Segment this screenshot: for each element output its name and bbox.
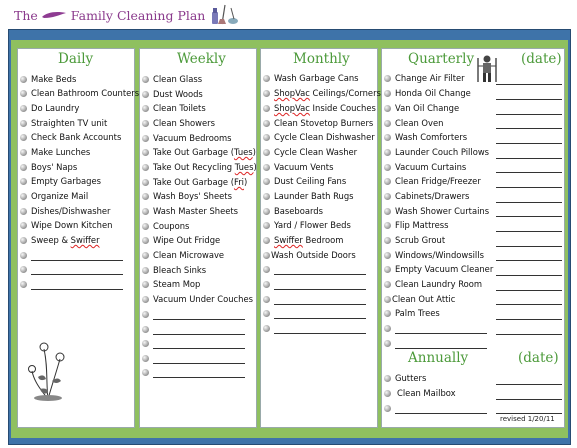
date-field[interactable] — [496, 294, 562, 305]
blank-entry[interactable] — [263, 262, 366, 276]
list-item[interactable]: Empty Garbages — [20, 174, 101, 188]
list-item[interactable]: Sweep & Swiffer — [20, 233, 100, 247]
date-field[interactable] — [496, 374, 562, 385]
list-item[interactable]: Scrub Grout — [384, 233, 445, 247]
list-item[interactable]: Vacuum Curtains — [384, 160, 466, 174]
list-item[interactable]: Straighten TV unit — [20, 116, 107, 130]
date-field[interactable] — [496, 206, 562, 217]
page-title: Family Cleaning Plan — [70, 7, 206, 23]
bullet-icon — [384, 281, 391, 288]
list-item[interactable]: Wipe Out Fridge — [142, 233, 220, 247]
list-item[interactable]: Swiffer Bedroom — [263, 233, 343, 247]
list-item[interactable]: Wash Master Sheets — [142, 204, 238, 218]
bullet-icon — [142, 76, 149, 83]
list-item[interactable]: Flip Mattress — [384, 218, 449, 232]
list-item[interactable]: Take Out Recycling Tues ) — [142, 160, 257, 174]
blank-entry[interactable] — [263, 277, 366, 291]
bullet-icon — [142, 326, 149, 333]
bullet-icon — [263, 310, 270, 317]
bullet-icon — [384, 375, 391, 382]
blank-entry[interactable] — [20, 262, 123, 276]
bullet-icon — [20, 178, 27, 185]
bullet-icon — [142, 149, 149, 156]
bullet-icon — [263, 281, 270, 288]
bullet-icon — [142, 164, 149, 171]
date-field[interactable] — [496, 389, 562, 400]
weekly-title: Weekly — [177, 51, 226, 67]
daily-title: Daily — [58, 51, 94, 67]
bullet-icon — [384, 266, 391, 273]
bullet-icon — [384, 310, 391, 317]
date-field[interactable] — [496, 236, 562, 247]
bullet-icon — [263, 105, 270, 112]
monthly-column — [260, 48, 381, 428]
bullet-icon — [384, 75, 391, 82]
list-item[interactable]: Clean Out Attic — [384, 292, 455, 306]
date-field[interactable] — [496, 280, 562, 291]
date-field[interactable] — [496, 133, 562, 144]
list-item[interactable]: Make Lunches — [20, 145, 90, 159]
bullet-icon — [20, 266, 27, 273]
bullet-icon — [20, 76, 27, 83]
bullet-icon — [263, 75, 270, 82]
date-field[interactable] — [496, 74, 562, 85]
date-field[interactable] — [496, 309, 562, 320]
revised-date: revised 1/20/11 — [500, 415, 555, 423]
annually-title: Annually — [408, 350, 469, 366]
list-item[interactable]: Gutters — [384, 371, 426, 385]
quarterly-date-label: (date) — [521, 51, 562, 67]
bullet-icon — [142, 237, 149, 244]
list-item[interactable]: Cycle Clean Washer — [263, 145, 357, 159]
list-item[interactable]: Clean Mailbox — [384, 386, 456, 400]
list-item[interactable]: Steam Mop — [142, 277, 200, 291]
bullet-icon — [384, 178, 391, 185]
list-item[interactable]: Yard / Flower Beds — [263, 218, 351, 232]
list-item[interactable]: Launder Couch Pillows — [384, 145, 489, 159]
list-item[interactable]: Change Air Filter — [384, 71, 465, 85]
list-item[interactable]: Van Oil Change — [384, 101, 459, 115]
feather-logo-icon — [41, 10, 67, 20]
bullet-icon — [142, 311, 149, 318]
list-item[interactable]: Boys' Naps — [20, 160, 77, 174]
bullet-icon — [20, 222, 27, 229]
bullet-icon — [263, 222, 270, 229]
date-field[interactable] — [496, 148, 562, 159]
bullet-icon — [384, 90, 391, 97]
bullet-icon — [20, 134, 27, 141]
blank-entry[interactable] — [142, 307, 245, 321]
bullet-icon — [263, 120, 270, 127]
blank-entry[interactable] — [263, 321, 366, 335]
list-item[interactable]: Clean Stovetop Burners — [263, 116, 373, 130]
list-item[interactable]: Vacuum Vents — [263, 160, 333, 174]
list-item[interactable]: Wipe Down Kitchen — [20, 218, 112, 232]
list-item[interactable]: Wash Garbage Cans — [263, 71, 359, 85]
bullet-icon — [384, 120, 391, 127]
bullet-icon — [142, 105, 149, 112]
blank-entry[interactable] — [263, 306, 366, 320]
date-field[interactable] — [496, 403, 562, 414]
bullet-icon — [384, 252, 391, 259]
bullet-icon — [263, 164, 270, 171]
date-field[interactable] — [496, 265, 562, 276]
bullet-icon — [263, 149, 270, 156]
bullet-icon — [142, 296, 149, 303]
list-item[interactable]: Make Beds — [20, 72, 76, 86]
bullet-icon — [384, 340, 391, 347]
list-item[interactable]: Clean Oven — [384, 116, 443, 130]
title-prefix: The — [14, 7, 38, 23]
date-field[interactable] — [496, 250, 562, 261]
bullet-icon — [384, 325, 391, 332]
cleaning-supplies-icon — [209, 4, 239, 26]
bullet-icon — [263, 266, 270, 273]
bullet-icon — [142, 267, 149, 274]
blank-entry[interactable] — [384, 401, 487, 415]
date-field[interactable] — [496, 177, 562, 188]
list-item[interactable]: Vacuum Under Couches — [142, 292, 253, 306]
blank-entry[interactable] — [384, 336, 487, 350]
list-item[interactable]: Clean Laundry Room — [384, 277, 482, 291]
annually-date-label: (date) — [518, 350, 559, 366]
list-item[interactable]: Clean Toilets — [142, 101, 206, 115]
list-item[interactable]: Baseboards — [263, 204, 323, 218]
bullet-icon — [20, 120, 27, 127]
bullet-icon — [384, 237, 391, 244]
blank-entry[interactable] — [263, 292, 366, 306]
list-item[interactable]: ShopVac Inside Couches — [263, 101, 376, 115]
bullet-icon — [263, 90, 270, 97]
list-item[interactable]: Honda Oil Change — [384, 86, 471, 100]
date-field[interactable] — [496, 162, 562, 173]
bullet-icon — [142, 91, 149, 98]
bullet-icon — [263, 237, 270, 244]
list-item[interactable]: Wash Boys' Sheets — [142, 189, 232, 203]
bullet-icon — [384, 134, 391, 141]
monthly-title: Monthly — [293, 51, 350, 67]
bullet-icon — [142, 208, 149, 215]
bullet-icon — [142, 355, 149, 362]
bullet-icon — [142, 120, 149, 127]
bullet-icon — [20, 208, 27, 215]
weekly-column — [139, 48, 257, 428]
bullet-icon — [142, 223, 149, 230]
list-item[interactable]: Wash Shower Curtains — [384, 204, 489, 218]
bullet-icon — [142, 369, 149, 376]
list-item[interactable]: Clean Showers — [142, 116, 215, 130]
list-item[interactable]: Cabinets/Drawers — [384, 189, 469, 203]
list-item[interactable]: Coupons — [142, 219, 189, 233]
bullet-icon — [263, 325, 270, 332]
list-item[interactable]: Check Bank Accounts — [20, 130, 121, 144]
list-item[interactable]: Vacuum Bedrooms — [142, 131, 232, 145]
list-item[interactable]: Do Laundry — [20, 101, 79, 115]
list-item[interactable]: Take Out Garbage ( Tues ) — [142, 145, 256, 159]
list-item[interactable]: Wash Outside Doors — [263, 248, 356, 262]
blank-entry[interactable] — [20, 277, 123, 291]
date-field[interactable] — [496, 118, 562, 129]
bullet-icon — [263, 252, 270, 259]
bullet-icon — [20, 105, 27, 112]
bullet-icon — [384, 296, 391, 303]
bullet-icon — [384, 149, 391, 156]
bullet-icon — [263, 193, 270, 200]
bullet-icon — [384, 208, 391, 215]
list-item[interactable]: Organize Mail — [20, 189, 88, 203]
list-item[interactable]: Dust Ceiling Fans — [263, 174, 346, 188]
header — [14, 4, 239, 26]
list-item[interactable]: Empty Vacuum Cleaner — [384, 262, 493, 276]
bullet-icon — [384, 390, 391, 397]
blank-entry[interactable] — [20, 248, 123, 262]
bullet-icon — [20, 281, 27, 288]
list-item[interactable]: Clean Fridge/Freezer — [384, 174, 481, 188]
bullet-icon — [20, 252, 27, 259]
blank-entry[interactable] — [142, 351, 245, 365]
bullet-icon — [20, 237, 27, 244]
list-item[interactable]: Clean Glass — [142, 72, 202, 86]
bullet-icon — [384, 405, 391, 412]
blank-entry[interactable] — [142, 322, 245, 336]
bullet-icon — [384, 222, 391, 229]
bullet-icon — [263, 178, 270, 185]
list-item[interactable]: Palm Trees — [384, 306, 440, 320]
list-item[interactable]: ShopVac Ceilings/Corners — [263, 86, 381, 100]
bullet-icon — [384, 193, 391, 200]
date-field[interactable] — [496, 89, 562, 100]
list-item[interactable]: Dishes/Dishwasher — [20, 204, 110, 218]
bullet-icon — [263, 134, 270, 141]
bullet-icon — [20, 164, 27, 171]
bullet-icon — [142, 193, 149, 200]
list-item[interactable]: Cycle Clean Dishwasher — [263, 130, 375, 144]
list-item[interactable]: Bleach Sinks — [142, 263, 206, 277]
list-item[interactable]: Clean Bathroom Counters — [20, 86, 139, 100]
list-item[interactable]: Launder Bath Rugs — [263, 189, 354, 203]
bullet-icon — [142, 340, 149, 347]
bullet-icon — [384, 164, 391, 171]
blank-entry[interactable] — [142, 336, 245, 350]
bullet-icon — [142, 135, 149, 142]
list-item[interactable]: Dust Woods — [142, 87, 203, 101]
blank-entry[interactable] — [142, 365, 245, 379]
bullet-icon — [384, 105, 391, 112]
bullet-icon — [263, 208, 270, 215]
list-item[interactable]: Take Out Garbage ( Fri ) — [142, 175, 247, 189]
list-item[interactable]: Clean Microwave — [142, 248, 224, 262]
bullet-icon — [142, 252, 149, 259]
bullet-icon — [142, 179, 149, 186]
bullet-icon — [20, 193, 27, 200]
blank-entry[interactable] — [384, 321, 487, 335]
list-item[interactable]: Wash Comforters — [384, 130, 467, 144]
flower-illustration-icon — [26, 337, 70, 401]
bullet-icon — [20, 90, 27, 97]
quarterly-title: Quarterly — [408, 51, 475, 67]
bullet-icon — [142, 281, 149, 288]
date-field[interactable] — [496, 324, 562, 335]
date-field[interactable] — [496, 104, 562, 115]
list-item[interactable]: Windows/Windowsills — [384, 248, 484, 262]
bullet-icon — [20, 149, 27, 156]
date-field[interactable] — [496, 221, 562, 232]
quarterly-column — [381, 48, 565, 428]
date-field[interactable] — [496, 192, 562, 203]
bullet-icon — [263, 296, 270, 303]
daily-column — [17, 48, 140, 428]
